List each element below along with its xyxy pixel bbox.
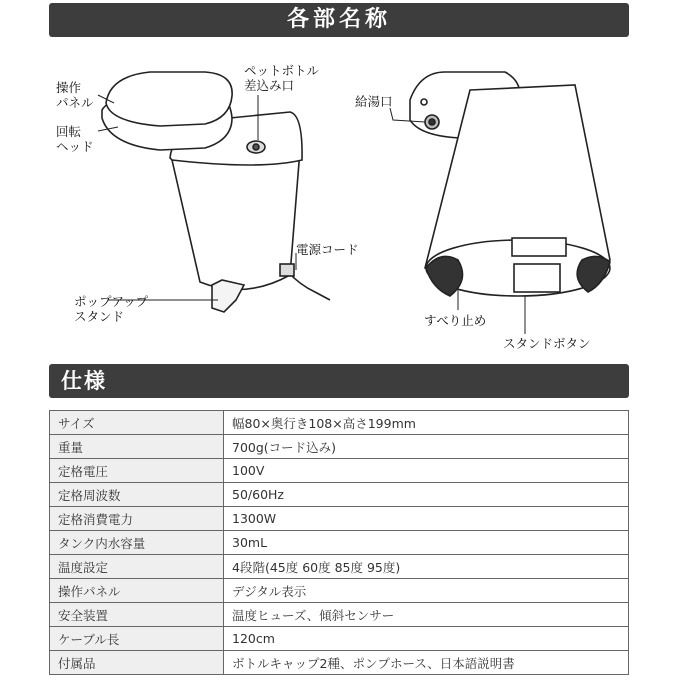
spec-value: 温度ヒューズ、傾斜センサー [224,603,629,627]
spec-key: 重量 [50,435,224,459]
label-rotating-head: 回転 ヘッド [56,124,94,154]
spec-value: ボトルキャップ2種、ポンプホース、日本語説明書 [224,651,629,675]
spec-key: 温度設定 [50,555,224,579]
spec-section-header: 仕様 [49,364,629,398]
spec-row [50,507,629,531]
spec-key: サイズ [50,411,224,435]
spec-row [50,483,629,507]
label-power-cord: 電源コード [296,242,359,257]
label-non-slip: すべり止め [424,313,487,328]
spec-row [50,411,629,435]
label-operation-panel: 操作 パネル [56,80,94,110]
spec-key: 安全装置 [50,603,224,627]
front-view-illustration [102,72,330,312]
label-bottle-insert: ペットボトル 差込み口 [244,63,320,93]
spec-value: デジタル表示 [224,579,629,603]
spec-row [50,651,629,675]
spec-value: 700g(コード込み) [224,435,629,459]
spec-row [50,627,629,651]
spec-value: 4段階(45度 60度 85度 95度) [224,555,629,579]
label-popup-stand: ポップアップ スタンド [74,294,149,324]
spec-table [49,410,629,675]
spec-row [50,579,629,603]
spec-row [50,603,629,627]
spec-key: 定格電圧 [50,459,224,483]
spec-value: 120cm [224,627,629,651]
spec-key: 定格周波数 [50,483,224,507]
spec-key: 付属品 [50,651,224,675]
spec-key: 操作パネル [50,579,224,603]
spec-value: 50/60Hz [224,483,629,507]
back-view-illustration [410,72,610,296]
spec-row [50,531,629,555]
parts-section-header: 各部名称 [49,3,629,37]
spec-row [50,555,629,579]
spec-key: ケーブル長 [50,627,224,651]
spec-value: 100V [224,459,629,483]
label-stand-button: スタンドボタン [503,336,591,351]
spec-value: 1300W [224,507,629,531]
spec-row [50,459,629,483]
spec-key: タンク内水容量 [50,531,224,555]
spec-row [50,435,629,459]
spec-value: 幅80×奥行き108×高さ199mm [224,411,629,435]
label-spout: 給湯口 [355,94,393,109]
spec-key: 定格消費電力 [50,507,224,531]
spec-value: 30mL [224,531,629,555]
